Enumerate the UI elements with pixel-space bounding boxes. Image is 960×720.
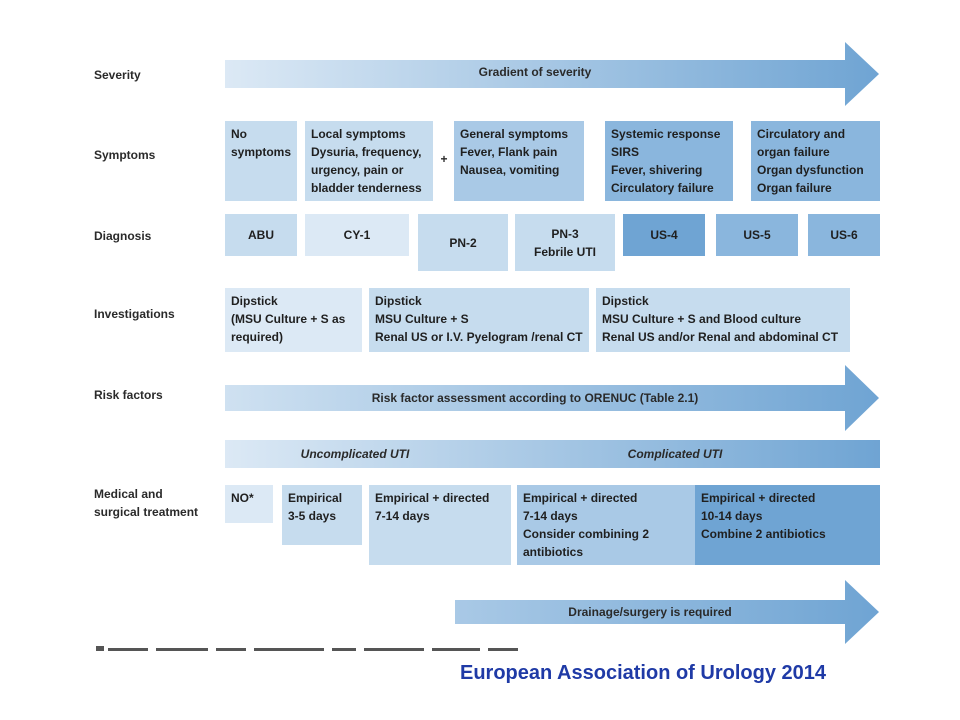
treatment-box-none: NO*: [225, 485, 273, 523]
complicated-uti-label: Complicated UTI: [627, 447, 723, 461]
drainage-arrow-label: Drainage/surgery is required: [568, 605, 732, 619]
row-label-symptoms: Symptoms: [94, 148, 156, 162]
treatment-box-empirical-directed-2: Empirical + directed 7-14 days Consider combining 2 antibiotics: [517, 485, 695, 565]
plus-sign: +: [440, 152, 448, 166]
symptom-box-circulatory: Circulatory and organ failure Organ dysfunction Organ failure: [751, 121, 880, 201]
investigation-box-2: Dipstick MSU Culture + S Renal US or I.V. Pyelogram /renal CT: [369, 288, 589, 352]
row-label-treatment: Medical and surgical treatment: [94, 487, 199, 519]
investigation-box-3: Dipstick MSU Culture + S and Blood culture Renal US and/or Renal and abdominal CT: [596, 288, 850, 352]
row-label-investigations: Investigations: [94, 307, 175, 321]
diagnosis-pn3: PN-3 Febrile UTI: [515, 214, 615, 271]
uncomplicated-uti-label: Uncomplicated UTI: [300, 447, 410, 461]
footer-credit: European Association of Urology 2014: [460, 662, 827, 684]
treatment-box-empirical-directed-1: Empirical + directed 7-14 days: [369, 485, 511, 565]
diagnosis-us4: US-4: [623, 214, 705, 256]
symptom-box-local: Local symptoms Dysuria, frequency, urgency, pain or bladder tenderness: [305, 121, 433, 201]
row-label-severity: Severity: [94, 68, 141, 82]
symptom-box-general: General symptoms Fever, Flank pain Nausea, vomiting: [454, 121, 584, 201]
diagnosis-us6: US-6: [808, 214, 880, 256]
investigation-box-1: Dipstick (MSU Culture + S as required): [225, 288, 362, 352]
treatment-box-empirical: Empirical 3-5 days: [282, 485, 362, 545]
severity-arrow-label: Gradient of severity: [478, 65, 592, 79]
row-label-diagnosis: Diagnosis: [94, 229, 152, 243]
symptom-box-none: No symptoms: [225, 121, 297, 201]
risk-factor-arrow-label: Risk factor assessment according to ORENUC (Table 2.1): [371, 391, 699, 405]
treatment-box-empirical-directed-3: Empirical + directed 10-14 days Combine 2 antibiotics: [695, 485, 880, 565]
row-label-risk-factors: Risk factors: [94, 388, 163, 402]
diagnosis-pn2: PN-2: [418, 214, 508, 271]
symptom-box-systemic: Systemic response SIRS Fever, shivering Circulatory failure: [605, 121, 733, 201]
diagnosis-cy1: CY-1: [305, 214, 409, 256]
cropped-footnote-remnant: [94, 641, 534, 651]
diagnosis-us5: US-5: [716, 214, 798, 256]
diagnosis-abu: ABU: [225, 214, 297, 256]
